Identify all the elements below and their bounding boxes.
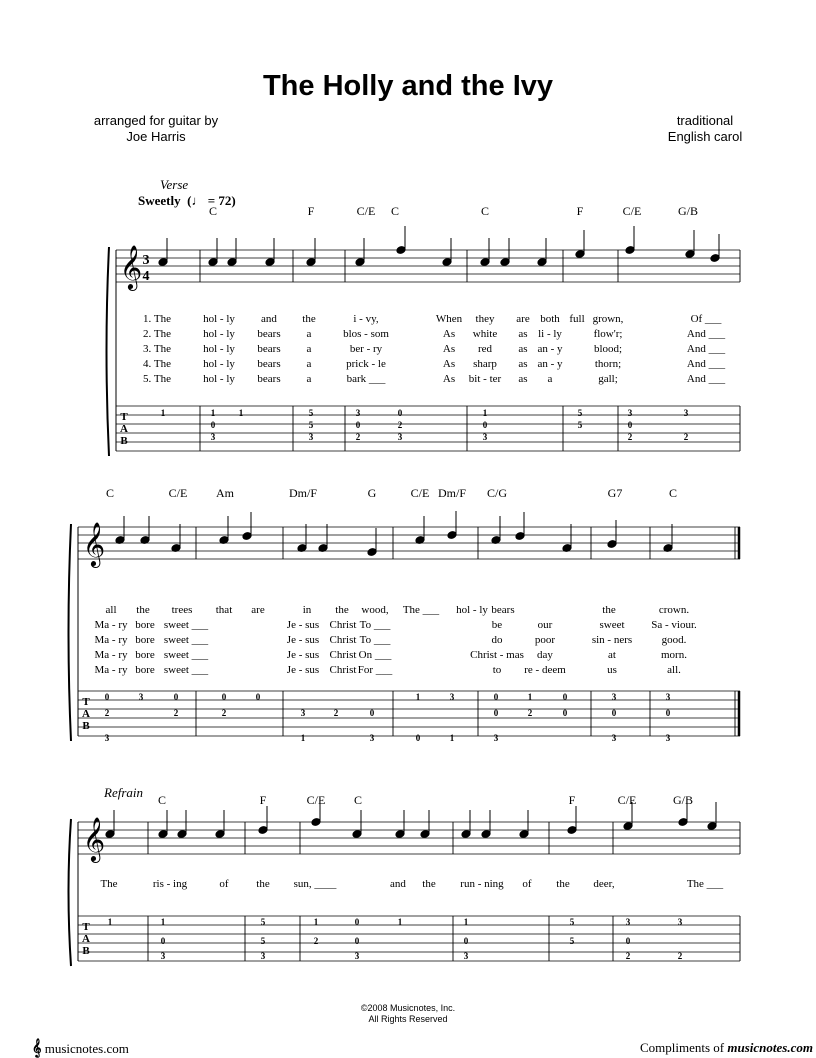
tab-fret-number: 3	[138, 692, 144, 702]
lyric-syllable: a	[306, 373, 312, 385]
lyric-syllable: 2. The	[143, 328, 171, 340]
lyric-syllable: an - y	[537, 343, 563, 355]
lyric-syllable: the	[335, 604, 349, 616]
lyric-syllable: do	[491, 634, 503, 646]
tab-fret-number: 0	[210, 420, 216, 430]
treble-clef-icon: 𝄞	[119, 247, 143, 289]
lyric-syllable: sweet ___	[163, 619, 209, 631]
tab-fret-number: 3	[611, 733, 617, 743]
tab-fret-number: 0	[562, 708, 568, 718]
tab-fret-number: 1	[527, 692, 533, 702]
chord-name: C/E	[168, 486, 188, 500]
lyric-syllable: red	[477, 343, 493, 355]
tab-fret-number: 3	[104, 733, 110, 743]
lyric-syllable: hol - ly	[203, 358, 235, 370]
chord-name: C/E	[410, 486, 430, 500]
lyric-syllable: hol - ly	[456, 604, 488, 616]
tab-fret-number: 3	[397, 432, 403, 442]
lyric-syllable: And ___	[686, 358, 726, 370]
chord-name: G/B	[677, 204, 698, 218]
origin-line-2: English carol	[667, 129, 743, 144]
lyric-syllable: Sa - viour.	[651, 619, 697, 631]
lyric-syllable: And ___	[686, 373, 726, 385]
musicnotes-logo[interactable]	[32, 1040, 129, 1058]
tab-fret-number: 0	[627, 420, 633, 430]
tab-fret-number: 0	[354, 936, 360, 946]
tab-fret-number: 0	[104, 692, 110, 702]
refrain-label: Refrain	[104, 785, 143, 800]
chord-name: C	[480, 204, 489, 218]
chord-name: C/E	[622, 204, 642, 218]
tab-fret-number: 1	[463, 917, 469, 927]
lyric-syllable: bears	[491, 604, 515, 616]
rights-line: All Rights Reserved	[368, 1014, 448, 1024]
arranger-line-2: Joe Harris	[126, 129, 186, 144]
lyric-syllable: sweet ___	[163, 649, 209, 661]
lyric-syllable: full	[569, 313, 585, 325]
tab-fret-number: 2	[527, 708, 533, 718]
lyric-syllable: the	[422, 878, 436, 890]
tab-fret-number: 0	[355, 420, 361, 430]
tab-fret-number: 2	[625, 951, 631, 961]
lyric-syllable: ris - ing	[152, 878, 188, 890]
lyric-syllable: To ___	[359, 634, 391, 646]
lyric-syllable: grown,	[592, 313, 624, 325]
tab-fret-number: 3	[683, 408, 689, 418]
tab-fret-number: 5	[577, 408, 583, 418]
tab-clef-b: B	[120, 435, 128, 447]
chord-name: C/G	[486, 486, 507, 500]
lyric-syllable: As	[442, 328, 456, 340]
lyric-syllable: As	[442, 373, 456, 385]
tab-fret-number: 3	[308, 432, 314, 442]
lyric-syllable: Ma - ry	[94, 664, 128, 676]
lyric-syllable: bore	[135, 664, 155, 676]
lyric-syllable: hol - ly	[203, 373, 235, 385]
lyric-syllable: As	[442, 343, 456, 355]
tab-fret-number: 0	[493, 692, 499, 702]
lyric-syllable: run - ning	[460, 878, 504, 890]
lyric-syllable: bore	[135, 619, 155, 631]
chord-name: F	[307, 204, 315, 218]
lyric-syllable: trees	[171, 604, 193, 616]
site-link[interactable]: musicnotes.com	[44, 1041, 129, 1056]
lyric-syllable: poor	[534, 634, 556, 646]
lyric-syllable: Ma - ry	[94, 619, 128, 631]
tab-fret-number: 5	[308, 408, 314, 418]
lyric-syllable: a	[547, 373, 553, 385]
lyric-syllable: Je - sus	[286, 664, 320, 676]
musicnotes-mark-icon: 𝄞	[32, 1040, 42, 1057]
tab-fret-number: 5	[569, 936, 575, 946]
tab-fret-number: 3	[463, 951, 469, 961]
lyric-syllable: of	[219, 878, 229, 890]
tab-fret-number: 3	[355, 408, 361, 418]
lyric-syllable: are	[251, 604, 265, 616]
compliments	[640, 1040, 813, 1056]
lyric-syllable: and	[390, 878, 406, 890]
lyric-syllable: a	[306, 328, 312, 340]
tab-fret-number: 0	[611, 708, 617, 718]
lyric-syllable: Je - sus	[286, 634, 320, 646]
lyric-syllable: bark ___	[346, 373, 386, 385]
tab-fret-number: 5	[260, 917, 266, 927]
lyric-syllable: On ___	[358, 649, 392, 661]
tab-fret-number: 1	[482, 408, 488, 418]
chord-name: F	[568, 793, 576, 807]
tab-fret-number: 5	[569, 917, 575, 927]
lyric-syllable: blood;	[593, 343, 623, 355]
tab-fret-number: 2	[313, 936, 319, 946]
tab-fret-number: 0	[415, 733, 421, 743]
tab-fret-number: 3	[300, 708, 306, 718]
lyric-syllable: bore	[135, 649, 155, 661]
chord-name: Dm/F	[437, 486, 466, 500]
lyric-syllable: all	[105, 604, 117, 616]
tab-fret-number: 2	[333, 708, 339, 718]
chord-name: Dm/F	[288, 486, 317, 500]
chord-name: F	[576, 204, 584, 218]
lyric-syllable: Christ	[329, 634, 357, 646]
chord-name: C	[668, 486, 677, 500]
lyric-syllable: deer,	[593, 878, 615, 890]
tab-fret-number: 0	[562, 692, 568, 702]
tab-fret-number: 5	[577, 420, 583, 430]
lyric-syllable: to	[492, 664, 502, 676]
chord-name: C	[157, 793, 166, 807]
tab-fret-number: 3	[611, 692, 617, 702]
lyric-syllable: Christ	[329, 649, 357, 661]
chord-name: G	[367, 486, 377, 500]
lyric-syllable: both	[540, 313, 560, 325]
treble-clef-icon: 𝄞	[82, 819, 106, 861]
tab-fret-number: 1	[160, 917, 166, 927]
lyric-syllable: bit - ter	[468, 373, 502, 385]
lyric-syllable: good.	[661, 634, 687, 646]
lyric-syllable: a	[306, 358, 312, 370]
tab-fret-number: 0	[493, 708, 499, 718]
lyric-syllable: 4. The	[143, 358, 171, 370]
lyric-syllable: bears	[257, 328, 281, 340]
lyric-syllable: The ___	[686, 878, 724, 890]
tab-fret-number: 3	[665, 733, 671, 743]
tab-fret-number: 0	[463, 936, 469, 946]
tab-fret-number: 3	[449, 692, 455, 702]
chord-name: C	[105, 486, 114, 500]
tab-fret-number: 5	[308, 420, 314, 430]
lyric-syllable: the	[302, 313, 316, 325]
tab-fret-number: 1	[160, 408, 166, 418]
tempo-marking: Sweetly (♩ = 72)	[138, 193, 236, 208]
lyric-syllable: 1. The	[143, 313, 171, 325]
lyric-syllable: i - vy,	[353, 313, 379, 325]
chord-name: C/E	[306, 793, 326, 807]
lyric-syllable: flow'r;	[593, 328, 623, 340]
lyric-syllable: The	[100, 878, 118, 890]
tab-fret-number: 0	[482, 420, 488, 430]
tab-fret-number: 0	[665, 708, 671, 718]
lyric-syllable: day	[537, 649, 553, 661]
quarter-note-icon: (♩	[183, 193, 205, 208]
lyric-syllable: sweet ___	[163, 664, 209, 676]
chord-name: C	[353, 793, 362, 807]
tab-fret-number: 3	[665, 692, 671, 702]
lyric-syllable: Ma - ry	[94, 649, 128, 661]
tab-clef-b: B	[82, 720, 90, 732]
tab-fret-number: 2	[627, 432, 633, 442]
tab-fret-number: 3	[369, 733, 375, 743]
lyric-syllable: sweet ___	[163, 634, 209, 646]
lyric-syllable: Christ	[329, 619, 357, 631]
tempo-bpm: = 72	[207, 193, 232, 208]
tab-fret-number: 3	[260, 951, 266, 961]
tab-fret-number: 2	[104, 708, 110, 718]
tempo-text: Sweetly	[138, 193, 181, 208]
system-bracket	[107, 247, 110, 456]
tab-fret-number: 0	[397, 408, 403, 418]
lyric-syllable: an - y	[537, 358, 563, 370]
tab-clef-t: T	[82, 696, 90, 708]
lyric-syllable: as	[518, 328, 528, 340]
lyric-syllable: at	[608, 649, 616, 661]
lyric-syllable: morn.	[661, 649, 687, 661]
tab-fret-number: 0	[625, 936, 631, 946]
lyric-syllable: bears	[257, 358, 281, 370]
tab-fret-number: 0	[369, 708, 375, 718]
lyric-syllable: are	[516, 313, 530, 325]
lyric-syllable: as	[518, 358, 528, 370]
lyric-syllable: Je - sus	[286, 619, 320, 631]
tab-fret-number: 3	[493, 733, 499, 743]
tab-fret-number: 1	[238, 408, 244, 418]
tab-fret-number: 1	[313, 917, 319, 927]
tab-fret-number: 5	[260, 936, 266, 946]
lyric-syllable: Of ___	[690, 313, 722, 325]
tab-clef-a: A	[82, 708, 90, 720]
lyric-syllable: Christ	[329, 664, 357, 676]
chord-name: C	[390, 204, 399, 218]
lyric-syllable: And ___	[686, 343, 726, 355]
tab-fret-number: 2	[397, 420, 403, 430]
tab-fret-number: 0	[160, 936, 166, 946]
origin-line-1: traditional	[676, 113, 734, 128]
tab-fret-number: 2	[221, 708, 227, 718]
tab-fret-number: 1	[300, 733, 306, 743]
system-bracket	[69, 524, 72, 741]
lyric-syllable: the	[256, 878, 270, 890]
verse-label: Verse	[160, 177, 189, 192]
treble-clef-icon: 𝄞	[82, 524, 106, 566]
lyric-syllable: 5. The	[143, 373, 171, 385]
lyric-syllable: re - deem	[524, 664, 566, 676]
chord-name: C/E	[356, 204, 376, 218]
lyric-syllable: that	[215, 604, 233, 616]
lyric-syllable: sweet	[599, 619, 625, 631]
tab-fret-number: 3	[354, 951, 360, 961]
time-sig-top: 3	[142, 253, 150, 268]
tab-fret-number: 1	[449, 733, 455, 743]
lyric-syllable: and	[261, 313, 277, 325]
lyric-syllable: And ___	[686, 328, 726, 340]
lyric-syllable: To ___	[359, 619, 391, 631]
lyric-syllable: as	[518, 373, 528, 385]
tab-fret-number: 0	[255, 692, 261, 702]
chord-name: C/E	[617, 793, 637, 807]
lyric-syllable: us	[607, 664, 617, 676]
lyric-syllable: bore	[135, 634, 155, 646]
lyric-syllable: bears	[257, 343, 281, 355]
tab-clef-a: A	[120, 423, 128, 435]
lyric-syllable: the	[136, 604, 150, 616]
tab-clef-t: T	[120, 411, 128, 423]
chord-name: C	[208, 204, 217, 218]
lyric-syllable: li - ly	[538, 328, 562, 340]
compliments-prefix: Compliments of	[640, 1040, 725, 1055]
lyric-syllable: hol - ly	[203, 328, 235, 340]
lyric-syllable: When	[435, 313, 463, 325]
lyric-syllable: the	[602, 604, 616, 616]
lyric-syllable: of	[522, 878, 532, 890]
tab-fret-number: 2	[683, 432, 689, 442]
chord-name: F	[259, 793, 267, 807]
lyric-syllable: Ma - ry	[94, 634, 128, 646]
tab-fret-number: 1	[107, 917, 113, 927]
lyric-syllable: For ___	[357, 664, 393, 676]
lyric-syllable: sun, ____	[293, 878, 337, 890]
lyric-syllable: hol - ly	[203, 313, 235, 325]
system-bracket	[69, 819, 72, 966]
lyric-syllable: Je - sus	[286, 649, 320, 661]
lyric-syllable: gall;	[598, 373, 618, 385]
chord-name: Am	[216, 486, 234, 500]
chord-name: G/B	[672, 793, 693, 807]
tab-fret-number: 2	[355, 432, 361, 442]
tab-fret-number: 1	[415, 692, 421, 702]
lyric-syllable: a	[306, 343, 312, 355]
lyric-syllable: bears	[257, 373, 281, 385]
lyric-syllable: sin - ners	[591, 634, 633, 646]
tab-fret-number: 2	[173, 708, 179, 718]
tab-fret-number: 3	[627, 408, 633, 418]
lyric-syllable: prick - le	[346, 358, 386, 370]
lyric-syllable: they	[475, 313, 495, 325]
song-title: The Holly and the Ivy	[262, 70, 554, 102]
tab-fret-number: 0	[354, 917, 360, 927]
tab-fret-number: 3	[625, 917, 631, 927]
tab-clef-t: T	[82, 921, 90, 933]
tab-fret-number: 3	[482, 432, 488, 442]
lyric-syllable: all.	[667, 664, 681, 676]
tab-fret-number: 3	[160, 951, 166, 961]
tab-fret-number: 0	[173, 692, 179, 702]
tab-fret-number: 1	[210, 408, 216, 418]
lyric-syllable: in	[302, 604, 312, 616]
lyric-syllable: our	[537, 619, 553, 631]
tab-fret-number: 3	[677, 917, 683, 927]
lyric-syllable: thorn;	[594, 358, 622, 370]
tab-fret-number: 2	[677, 951, 683, 961]
lyric-syllable: wood,	[361, 604, 389, 616]
lyric-syllable: As	[442, 358, 456, 370]
lyric-syllable: blos - som	[343, 328, 389, 340]
lyric-syllable: Christ - mas	[470, 649, 524, 661]
lyric-syllable: The ___	[402, 604, 440, 616]
lyric-syllable: crown.	[658, 604, 690, 616]
tab-clef-a: A	[82, 933, 90, 945]
tab-fret-number: 3	[210, 432, 216, 442]
lyric-syllable: as	[518, 343, 528, 355]
lyric-syllable: the	[556, 878, 570, 890]
compliments-site[interactable]: musicnotes.com	[727, 1040, 813, 1055]
lyric-syllable: 3. The	[143, 343, 171, 355]
time-sig-bottom: 4	[142, 269, 150, 284]
footer-copyright	[0, 1003, 816, 1025]
tab-clef-b: B	[82, 945, 90, 957]
copyright-line: ©2008 Musicnotes, Inc.	[360, 1003, 456, 1013]
lyric-syllable: be	[491, 619, 503, 631]
lyric-syllable: sharp	[473, 358, 497, 370]
lyric-syllable: white	[472, 328, 498, 340]
arranger-line-1: arranged for guitar by	[93, 113, 219, 128]
chord-name: G7	[607, 486, 623, 500]
lyric-syllable: hol - ly	[203, 343, 235, 355]
tab-fret-number: 1	[397, 917, 403, 927]
lyric-syllable: ber - ry	[349, 343, 383, 355]
tab-fret-number: 0	[221, 692, 227, 702]
